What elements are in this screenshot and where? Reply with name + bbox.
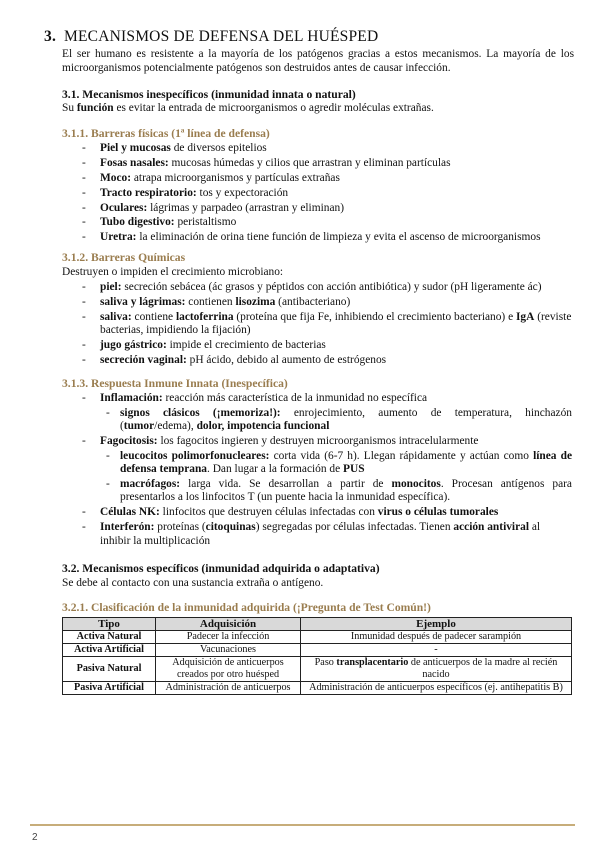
chemical-barriers-list	[100, 281, 572, 369]
inflammation-sublist	[120, 407, 572, 434]
specific-description: Se debe al contacto con una sustancia extraña o antígeno.	[62, 577, 324, 589]
section-title	[44, 30, 378, 44]
list-item: - Fosas nasales: mucosas húmedas y cilios que arrastran y eliminan partículas	[100, 157, 600, 171]
cell-ejemplo: -	[301, 644, 572, 657]
cell-adquisicion: Vacunaciones	[156, 644, 301, 657]
list-item: - jugo gástrico: impide el crecimiento de bacterias	[100, 339, 572, 353]
cell-ejemplo: Inmunidad después de padecer sarampión	[301, 631, 572, 644]
list-item: - leucocitos polimorfonucleares: corta vida (6-7 h). Llegan rápidamente y actúan como línea de defensa temprana. Dan lugar a la formación de PUS	[120, 450, 572, 477]
immunity-classification-table	[62, 617, 572, 695]
classification-heading: 3.2.1. Clasificación de la inmunidad adquirida (¡Pregunta de Test Común!)	[62, 601, 431, 614]
section-title-text: MECANISMOS DE DEFENSA DEL HUÉSPED	[64, 28, 379, 45]
physical-barriers-list	[100, 142, 600, 246]
physical-barriers-heading: 3.1.1. Barreras físicas (1ª línea de defensa)	[62, 127, 270, 140]
list-item-nk: - Células NK: linfocitos que destruyen células infectadas con virus o células tumorales	[100, 506, 572, 520]
list-item: - signos clásicos (¡memoriza!): enrojecimiento, aumento de temperatura, hinchazón (tumor/edema), dolor, impotencia funcional	[120, 407, 572, 434]
list-item: - Piel y mucosas de diversos epitelios	[100, 142, 600, 156]
list-item: - Uretra: la eliminación de orina tiene función de limpieza y evita el ascenso de microorganismos	[100, 231, 600, 245]
cell-adquisicion: Padecer la infección	[156, 631, 301, 644]
list-item: - piel: secreción sebácea (ác grasos y péptidos con acción antibiótica) y sudor (pH ligeramente ác)	[100, 281, 572, 295]
column-header-ejemplo: Ejemplo	[301, 618, 572, 631]
list-item: - Moco: atrapa microorganismos y partículas extrañas	[100, 172, 600, 186]
column-header-adquisicion: Adquisición	[156, 618, 301, 631]
table-row	[63, 644, 572, 657]
cell-ejemplo: Administración de anticuerpos específicos (ej. antihepatitis B)	[301, 682, 572, 695]
cell-tipo: Activa Natural	[63, 631, 156, 644]
list-item: - Tubo digestivo: peristaltismo	[100, 216, 600, 230]
table-row	[63, 657, 572, 682]
list-item: - Oculares: lágrimas y parpadeo (arrastran y eliminan)	[100, 202, 600, 216]
list-item-interferon: - Interferón: proteínas (citoquinas) segregadas por células infectadas. Tienen acción antiviral al inhibir la multiplicación	[100, 521, 572, 548]
list-item: - saliva: contiene lactoferrina (proteína que fija Fe, inhibiendo el crecimiento bacteriano) e IgA (reviste bacterias, impidiendo la fijación)	[100, 311, 572, 338]
cell-ejemplo: Paso transplacentario de anticuerpos de la madre al recién nacido	[301, 657, 572, 682]
innate-response-list	[100, 392, 572, 550]
table-row	[63, 631, 572, 644]
column-header-tipo: Tipo	[63, 618, 156, 631]
cell-tipo: Pasiva Natural	[63, 657, 156, 682]
cell-adquisicion: Adquisición de anticuerpos creados por otro huésped	[156, 657, 301, 682]
cell-adquisicion: Administración de anticuerpos	[156, 682, 301, 695]
footer-divider	[30, 824, 575, 826]
list-item: - macrófagos: larga vida. Se desarrollan a partir de monocitos. Procesan antígenos para presentarlos a los linfocitos T (un puente hacia la inmunidad específica).	[120, 478, 572, 505]
function-keyword: función	[76, 102, 114, 114]
table-header-row	[63, 618, 572, 631]
innate-description: Su función es evitar la entrada de microorganismos o agredir moléculas extrañas.	[62, 102, 434, 114]
specific-heading: 3.2. Mecanismos específicos (inmunidad adquirida o adaptativa)	[62, 562, 380, 575]
chemical-intro: Destruyen o impiden el crecimiento microbiano:	[62, 266, 284, 278]
cell-tipo: Activa Artificial	[63, 644, 156, 657]
innate-heading: 3.1. Mecanismos inespecíficos (inmunidad innata o natural)	[62, 88, 356, 101]
table-row	[63, 682, 572, 695]
chemical-barriers-heading: 3.1.2. Barreras Químicas	[62, 251, 186, 264]
page-number: 2	[32, 832, 38, 843]
list-item: - Tracto respiratorio: tos y expectoración	[100, 187, 600, 201]
section-intro: El ser humano es resistente a la mayoría de los patógenos gracias a estos mecanismos. La mayoría de los microorganismos potencialmente patógenos son destruidos antes de causar infección.	[62, 48, 574, 74]
list-item-inflammation: - Inflamación: reacción más característica de la inmunidad no específica - signos clásicos (¡memoriza!): enrojecimiento, aumento de temperatura, hinchazón (tumor/edema), dolor, impotencia funcional	[100, 392, 572, 434]
list-item: - saliva y lágrimas: contienen lisozima (antibacteriano)	[100, 296, 572, 310]
innate-response-heading: 3.1.3. Respuesta Inmune Innata (Inespecífica)	[62, 377, 288, 390]
cell-tipo: Pasiva Artificial	[63, 682, 156, 695]
list-item-phagocytosis: - Fagocitosis: los fagocitos ingieren y destruyen microorganismos intracelularmente - leucocitos polimorfonucleares: corta vida (6-7 h). Llegan rápidamente y actúan como línea de defensa temprana. Dan lugar a la formación de PUS - macrófagos: larga vida. Se desarrollan a partir de monocitos. Procesan antígenos para presentarlos a los linfocitos T (un puente hacia la inmunidad específica).	[100, 435, 572, 505]
list-item: - secreción vaginal: pH ácido, debido al aumento de estrógenos	[100, 354, 572, 368]
phagocytosis-sublist	[120, 450, 572, 505]
section-number: 3.	[44, 28, 57, 45]
